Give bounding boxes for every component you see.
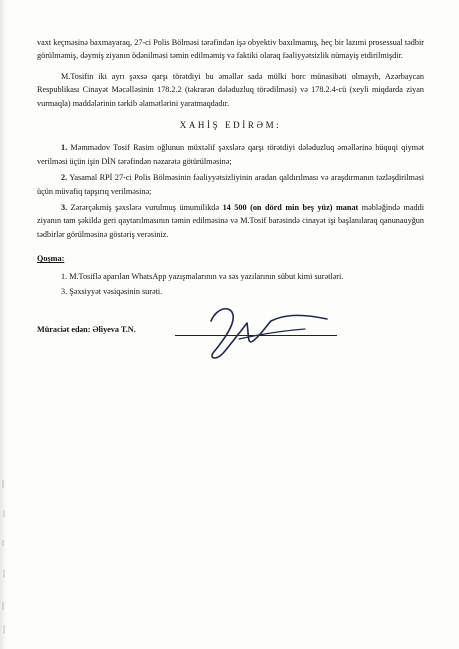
attachment-item-3: 3. Şəxsiyyət vəsiqəsinin surəti. (61, 287, 163, 297)
paragraph-intro: vaxt keçməsinə baxmayaraq, 27-ci Polis Bölməsi tərəfindən işə obyektiv baxılmamış, heç bir lazımi prosessual tədbir görülməmiş, dəymiş ziyanın ödənilməsi təmin edilməmiş və faktiki olaraq fəaliyyətsizlik nümayiş etdirilmişdir. (37, 38, 424, 61)
signature-block (37, 313, 424, 353)
attachments-title: Qoşma: (37, 254, 65, 264)
document-body (37, 36, 424, 353)
request-item-1: 1. Məmmədov Tosif Rasim oğlunun müxtəlif şəxslərə qarşı törətdiyi dələduzluq əməllərinə hüquqi qiymət verilməsi üçün işin DİN tərəfindən nəzarətə götürülməsinə; (37, 143, 425, 166)
damage-amount: 14 500 (on dörd min beş yüz) manat (222, 203, 359, 213)
request-item-2: 2. Yasamal RPİ 27-ci Polis Bölməsinin fəaliyyətsizliyinin aradan qaldırılması və araşdırmanın təzləşdirilməsi üçün müvafiq tapşırıq verilməsinə; (37, 173, 424, 196)
scan-edge-marks (0, 470, 10, 640)
request-item-3: 3. Zərərçəkmiş şəxslərə vurulmuş ümumilikdə 14 500 (on dörd min beş yüz) manat məbləğində maddi ziyanın tam şəkildə geri qaytarılmasının təmin edilməsinə və M.Tosif barəsində cinayət işi başlanılaraq qanunauyğun tədbirlər görülməsinə göstəriş verəsiniz. (37, 203, 424, 239)
applicant-label: Müraciət edən: Əliyeva T.N. (37, 324, 136, 334)
paragraph-legal: M.Tosifin iki ayrı şəxsə qarşı törətdiyi bu əməllər sadə mülki borc münasibəti olmayıb, Azərbaycan Respublikası Cinayət Məcəlləsinin 178.2.2 (təkrarən dələduzluq törədilməsi) və 178.2.4-cü (xeyli miqdarda ziyan vurmaqla) maddələrinin tərkib əlamətlərini yaratmaqdadır. (37, 71, 424, 108)
handwritten-signature (187, 301, 337, 365)
request-heading: XAHİŞ EDİRƏM: (179, 120, 282, 131)
attachment-item-1: 1. M.Tosiflə aparılan WhatsApp yazışmalarının və səs yazılarının sübut kimi surətləri. (61, 271, 344, 281)
